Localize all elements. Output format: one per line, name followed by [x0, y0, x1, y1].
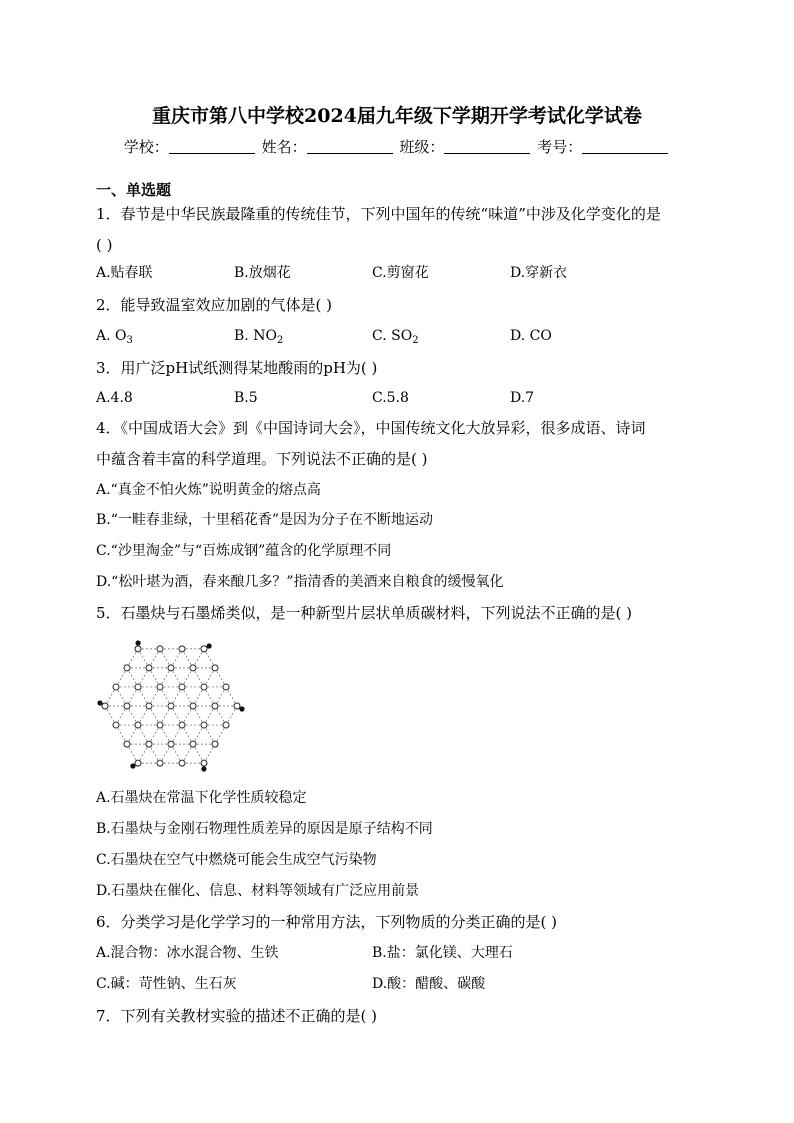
name-label: 姓名：: [261, 138, 307, 156]
q6-option-d[interactable]: D.酸：醋酸、碳酸: [372, 976, 486, 992]
q2-option-b[interactable]: B. $NO_2$: [234, 328, 284, 346]
carbon-atom: [223, 722, 229, 728]
carbon-atom: [201, 646, 207, 652]
carbon-atom: [168, 665, 174, 671]
exam-title: 重庆市第八中学校2024届九年级下学期开学考试化学试卷: [152, 105, 642, 127]
q6-option-b[interactable]: B.盐：氯化镁、大理石: [372, 945, 513, 961]
q6-option-a[interactable]: A.混合物：冰水混合物、生铁: [96, 945, 279, 961]
carbon-atom: [135, 684, 141, 690]
q5-option-b[interactable]: B.石墨炔与金刚石物理性质差异的原因是原子结构不同: [96, 821, 433, 837]
carbon-atom: [201, 760, 207, 766]
carbon-atom: [168, 703, 174, 709]
number-label: 考号：: [537, 138, 583, 156]
q5-option-c[interactable]: C.石墨炔在空气中燃烧可能会生成空气污染物: [96, 852, 377, 868]
carbon-atom: [102, 703, 108, 709]
q4-option-d[interactable]: D.“松叶堪为酒，春来酿几多？”指清香的美酒来自粮食的缓慢氧化: [96, 574, 504, 590]
q3-option-d[interactable]: D.7: [510, 390, 535, 406]
q4-stem-line1: 4．《中国成语大会》到《中国诗词大会》，中国传统文化大放异彩，很多成语、诗词: [96, 419, 646, 437]
q7-stem: 7．下列有关教材实验的描述不正确的是( ): [96, 1007, 378, 1025]
q1-option-d[interactable]: D.穿新衣: [510, 265, 568, 281]
q1-stem-line1: 1．春节是中华民族最隆重的传统佳节，下列中国年的传统“味道”中涉及化学变化的是: [96, 205, 661, 223]
q3-option-a[interactable]: A.4.8: [96, 390, 133, 406]
q1-stem-line2: ( ): [96, 236, 113, 254]
q6-stem: 6．分类学习是化学学习的一种常用方法，下列物质的分类正确的是( ): [96, 913, 558, 931]
section-heading: 一、单选题: [96, 181, 172, 199]
q2-stem: 2．能导致温室效应加剧的气体是( ): [96, 296, 333, 314]
q3-option-b[interactable]: B.5: [234, 390, 258, 406]
carbon-atom: [201, 684, 207, 690]
q2-option-d[interactable]: D. CO: [510, 328, 552, 344]
carbon-atom: [135, 646, 141, 652]
carbon-atom: [124, 741, 130, 747]
carbon-atom: [212, 703, 218, 709]
q1-option-a[interactable]: A.贴春联: [96, 265, 153, 281]
carbon-atom: [124, 703, 130, 709]
carbon-atom: [157, 646, 163, 652]
q6-option-c[interactable]: C.碱：苛性钠、生石灰: [96, 976, 237, 992]
carbon-atom: [234, 703, 240, 709]
carbon-atom: [157, 722, 163, 728]
carbon-atom: [190, 741, 196, 747]
carbon-atom: [113, 722, 119, 728]
q5-option-d[interactable]: D.石墨炔在催化、信息、材料等领域有广泛应用前景: [96, 883, 420, 899]
edge-atom: [239, 706, 244, 711]
edge-atom: [135, 640, 140, 645]
carbon-atom: [179, 760, 185, 766]
q1-option-b[interactable]: B.放烟花: [234, 265, 291, 281]
carbon-atom: [212, 665, 218, 671]
carbon-atom: [190, 665, 196, 671]
carbon-atom: [124, 665, 130, 671]
carbon-atom: [146, 741, 152, 747]
carbon-atom: [201, 722, 207, 728]
edge-atom: [130, 763, 135, 768]
carbon-atom: [146, 665, 152, 671]
carbon-atom: [179, 722, 185, 728]
school-blank[interactable]: [169, 139, 255, 154]
student-info-line: [0, 136, 794, 158]
class-label: 班级：: [399, 138, 445, 156]
graphdiyne-structure-figure: [96, 632, 246, 780]
carbon-atom: [135, 760, 141, 766]
q2-option-a[interactable]: A. $O_3$: [96, 328, 133, 346]
carbon-atom: [212, 741, 218, 747]
q4-option-c[interactable]: C.“沙里淘金”与“百炼成钢”蕴含的化学原理不同: [96, 543, 392, 559]
carbon-atom: [146, 703, 152, 709]
edge-atom: [97, 700, 102, 705]
q5-stem: 5．石墨炔与石墨烯类似，是一种新型片层状单质碳材料，下列说法不正确的是( ): [96, 604, 633, 622]
carbon-atom: [190, 703, 196, 709]
carbon-atom: [157, 684, 163, 690]
q3-option-c[interactable]: C.5.8: [372, 390, 409, 406]
q1-option-c[interactable]: C.剪窗花: [372, 265, 429, 281]
q4-option-a[interactable]: A.“真金不怕火炼”说明黄金的熔点高: [96, 482, 321, 498]
edge-atom: [201, 766, 206, 771]
carbon-atom: [113, 684, 119, 690]
q5-option-a[interactable]: A.石墨炔在常温下化学性质较稳定: [96, 790, 307, 806]
carbon-atom: [223, 684, 229, 690]
school-label: 学校：: [123, 138, 169, 156]
q4-option-b[interactable]: B.“一畦春韭绿，十里稻花香”是因为分子在不断地运动: [96, 512, 434, 528]
carbon-atom: [168, 741, 174, 747]
q3-stem: 3．用广泛pH试纸测得某地酸雨的pH为( ): [96, 359, 378, 377]
q4-stem-line2: 中蕴含着丰富的科学道理。下列说法不正确的是( ): [96, 450, 428, 468]
number-blank[interactable]: [582, 139, 668, 154]
carbon-atom: [179, 684, 185, 690]
carbon-atom: [157, 760, 163, 766]
name-blank[interactable]: [307, 139, 393, 154]
edge-atom: [206, 643, 211, 648]
carbon-atom: [179, 646, 185, 652]
carbon-atom: [135, 722, 141, 728]
class-blank[interactable]: [444, 139, 530, 154]
q2-option-c[interactable]: C. $SO_2$: [372, 328, 419, 346]
